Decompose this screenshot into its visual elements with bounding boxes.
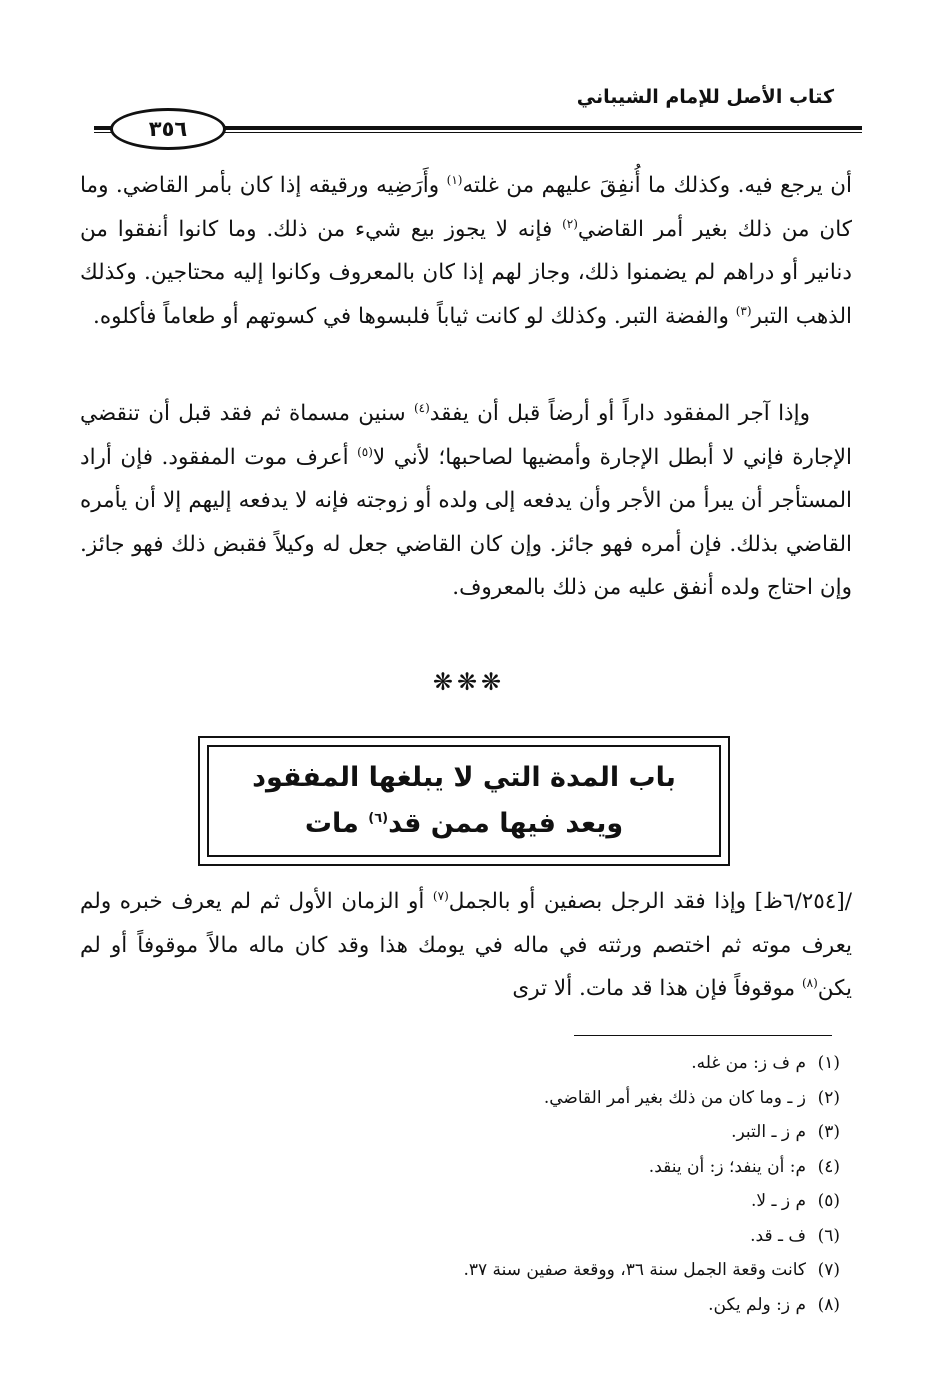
- footnote-number: (٨): [817, 1294, 840, 1315]
- footnote-number: (١): [817, 1053, 840, 1073]
- paragraph-text: وإذا آجر المفقود داراً أو أرضاً قبل أن يفقد: [429, 401, 810, 426]
- footnote-number: (٢): [817, 1087, 840, 1108]
- footnote-text: م ف ز: من غله.: [691, 1053, 806, 1073]
- footnote-item: [200, 1219, 840, 1254]
- footnote-ref-8[interactable]: (٨): [801, 975, 818, 990]
- footnote-number: (٣): [817, 1122, 840, 1142]
- footnote-number: (٥): [817, 1191, 840, 1211]
- section-separator: ❋❋❋: [432, 668, 506, 696]
- paragraph-text: سنين مسماة ثم فقد قبل أن تنقضي الإجارة فإني لا أبطل الإجارة وأمضيها لصاحبها؛ لأني لا: [80, 401, 852, 470]
- footnote-text: م: أن ينفد؛ ز: أن ينقد.: [648, 1156, 806, 1177]
- footnote-text: ز ـ وما كان من ذلك بغير أمر القاضي.: [543, 1087, 806, 1108]
- paragraph-text: فإنه لا يجوز بيع شيء من ذلك. وما كانوا أنفقوا من دنانير أو دراهم لم يضمنوا ذلك، وجاز لهم إذا كان بالمعروف وكانوا إليه محتاجين. وكذلك الذهب التبر: [80, 216, 852, 329]
- paragraph-text: والفضة التبر. وكذلك لو كانت ثياباً فلبسوها في كسوتهم أو طعاماً فأكلوه.: [93, 303, 736, 329]
- paragraph-text: أعرف موت المفقود. فإن أراد المستأجر أن يبرأ من الأجر وأن يدفعه إلى ولده أو زوجته فإنه لا يدفعه إليهم إلا أن يأمره القاضي بذلك. فإن أمره فهو جائز. وإن كان القاضي جعل له وكيلاً فقبض ذلك فهو جائز. وإن احتاج ولده أنفق عليه من ذلك بالمعروف.: [80, 444, 852, 600]
- paragraph-text: أن يرجع فيه. وكذلك ما أُنفِقَ عليهم من غلته: [462, 173, 852, 198]
- footnote-text: م ز ـ التبر.: [731, 1122, 806, 1142]
- footnote-ref-7[interactable]: (٧): [432, 888, 449, 903]
- footnote-item: [200, 1081, 840, 1116]
- footnote-item: [200, 1184, 840, 1219]
- footnote-text: م ز: ولم يكن.: [708, 1294, 806, 1315]
- chapter-heading-text: ويعد فيها ممن قد: [388, 808, 624, 839]
- footnote-number: (٤): [817, 1156, 840, 1177]
- footnote-number: (٧): [817, 1260, 840, 1280]
- footnote-ref-4[interactable]: (٤): [413, 400, 430, 415]
- footnote-ref-1[interactable]: (١): [446, 172, 463, 187]
- paragraph-text: /[٦/٢٥٤ظ] وإذا فقد الرجل بصفين أو بالجمل: [448, 889, 852, 914]
- footnote-ref-6[interactable]: (٦): [368, 811, 389, 826]
- footnote-divider: [574, 1035, 832, 1036]
- footnotes: [200, 1046, 840, 1322]
- footnote-number: (٦): [817, 1225, 840, 1246]
- page-number: ٣٥٦: [110, 108, 226, 150]
- footnote-text: م ز ـ لا.: [750, 1191, 806, 1211]
- book-title: كتاب الأصل للإمام الشيباني: [576, 86, 834, 108]
- chapter-heading-frame: [207, 745, 721, 857]
- footnote-item: [200, 1115, 840, 1150]
- footnote-ref-2[interactable]: (٢): [562, 216, 578, 231]
- footnote-item: [200, 1046, 840, 1081]
- paragraph-2: [80, 392, 852, 610]
- chapter-heading-text: مات: [304, 808, 369, 839]
- chapter-heading-line-2: [305, 801, 623, 847]
- chapter-heading-box: [198, 736, 730, 866]
- paragraph-1: [80, 164, 852, 338]
- paragraph-text: وأَرَضِيه ورقيقه إذا كان بأمر القاضي. وما كان من ذلك بغير أمر القاضي: [80, 173, 852, 242]
- footnote-item: [200, 1253, 840, 1288]
- footnote-item: [200, 1150, 840, 1185]
- footnote-ref-5[interactable]: (٥): [357, 444, 373, 459]
- footnote-item: [200, 1288, 840, 1323]
- paragraph-text: موقوفاً فإن هذا قد مات. ألا ترى: [512, 976, 802, 1001]
- chapter-heading-line-1: باب المدة التي لا يبلغها المفقود: [252, 762, 676, 793]
- paragraph-3: [80, 880, 852, 1011]
- footnote-ref-3[interactable]: (٣): [735, 303, 752, 318]
- footnote-text: ف ـ قد.: [750, 1225, 806, 1246]
- paragraph-text: أو الزمان الأول ثم لم يعرف خبره ولم يعرف موته ثم اختصم ورثته في ماله في يومك هذا وقد كان ماله مالاً موقوفاً أو لم يكن: [80, 889, 852, 1001]
- footnote-text: كانت وقعة الجمل سنة ٣٦، ووقعة صفين سنة ٣٧.: [463, 1260, 806, 1280]
